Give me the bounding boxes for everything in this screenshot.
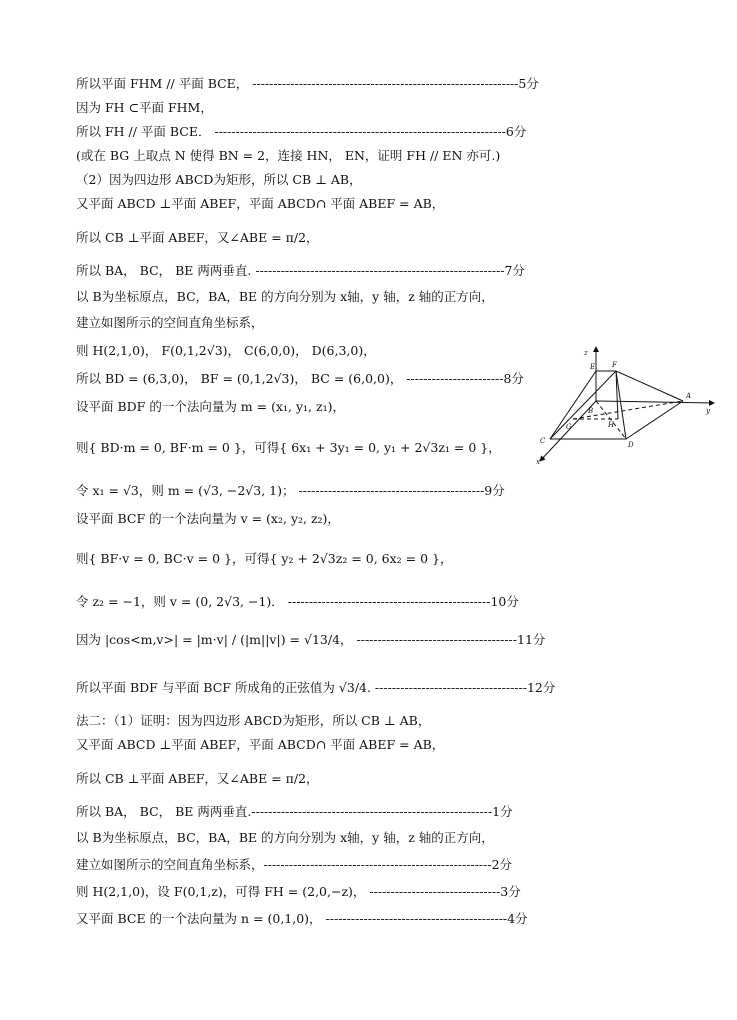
geometry-figure <box>528 343 718 465</box>
text-line: 建立如图所示的空间直角坐标系，------------------------------------------------------2分 <box>76 857 513 872</box>
figure-lines <box>540 347 714 461</box>
label-f: F <box>612 361 617 369</box>
text-line: 法二：（1）证明：因为四边形 ABCD为矩形，所以 CB ⊥ AB， <box>76 713 431 728</box>
label-c: C <box>540 437 546 445</box>
text-line: 又平面 BCE 的一个法向量为 n = (0,1,0)， -------------------------------------------4分 <box>76 911 528 926</box>
label-g: G <box>566 423 572 431</box>
text-line: 以 B为坐标原点，BC，BA，BE 的方向分别为 x轴，y 轴，z 轴的正方向， <box>76 289 494 304</box>
text-line: 则{ BD·m = 0, BF·m = 0 }，可得{ 6x₁ + 3y₁ = 0, y₁ + 2√3z₁ = 0 }， <box>76 440 501 455</box>
edge-fc <box>550 371 616 439</box>
text-line: (或在 BG 上取点 N 使得 BN = 2，连接 HN， EN，证明 FH // EN 亦可.) <box>76 148 501 163</box>
text-line: 则{ BF·v = 0, BC·v = 0 }，可得{ y₂ + 2√3z₂ = 0, 6x₂ = 0 }， <box>76 551 453 566</box>
text-line: 以 B为坐标原点，BC，BA，BE 的方向分别为 x轴，y 轴，z 轴的正方向， <box>76 830 494 845</box>
label-a: A <box>686 392 692 400</box>
text-line: 又平面 ABCD ⊥平面 ABEF，平面 ABCD∩ 平面 ABEF = AB， <box>76 196 445 211</box>
text-line: 所以 CB ⊥平面 ABEF，又∠ABE = π/2， <box>76 230 319 245</box>
text-line: 所以 BA， BC， BE 两两垂直. -----------------------------------------------------------7分 <box>76 263 525 278</box>
label-e: E <box>590 363 596 371</box>
text-line: 所以 BD = (6,3,0)， BF = (0,1,2√3)， BC = (6,0,0)， -----------------------8分 <box>76 371 524 386</box>
text-line: 设平面 BCF 的一个法向量为 v = (x₂, y₂, z₂)， <box>76 511 340 526</box>
text-line: 则 H(2,1,0)， F(0,1,2√3)， C(6,0,0)， D(6,3,0)， <box>76 343 376 358</box>
label-h: H <box>608 421 615 429</box>
edge-efa <box>596 371 683 401</box>
text-line: 建立如图所示的空间直角坐标系， <box>76 315 264 330</box>
text-line: 所以 BA， BC， BE 两两垂直.---------------------------------------------------------1分 <box>76 804 513 819</box>
y-axis <box>596 401 714 403</box>
edge-ec <box>550 371 596 439</box>
text-line: 所以平面 BDF 与平面 BCF 所成角的正弦值为 √3/4. ------------------------------------12分 <box>76 680 556 695</box>
text-line: 令 x₁ = √3，则 m = (√3, −2√3, 1)； --------------------------------------------9分 <box>76 483 505 498</box>
text-line: 所以 FH // 平面 BCE． ---------------------------------------------------------------------6分 <box>76 124 527 139</box>
text-line: 因为 |cos<m,v>| = |m·v| / (|m||v|) = √13/4， --------------------------------------11分 <box>76 632 546 647</box>
text-line: 因为 FH ⊂平面 FHM， <box>76 100 213 115</box>
text-line: 所以平面 FHM // 平面 BCE， ---------------------------------------------------------------5分 <box>76 76 539 91</box>
label-d: D <box>628 441 634 449</box>
text-line: （2）因为四边形 ABCD为矩形，所以 CB ⊥ AB， <box>76 172 362 187</box>
text-line: 则 H(2,1,0)，设 F(0,1,z)，可得 FH = (2,0,−z)， -------------------------------3分 <box>76 884 521 899</box>
text-line: 设平面 BDF 的一个法向量为 m = (x₁, y₁, z₁)， <box>76 399 345 414</box>
edge-cda <box>550 401 683 439</box>
text-line: 所以 CB ⊥平面 ABEF，又∠ABE = π/2， <box>76 771 319 786</box>
label-b: B <box>588 407 594 415</box>
text-line: 令 z₂ = −1，则 v = (0, 2√3, −1)． ------------------------------------------------10分 <box>76 594 519 609</box>
text-line: 又平面 ABCD ⊥平面 ABEF，平面 ABCD∩ 平面 ABEF = AB， <box>76 737 445 752</box>
label-z: z <box>584 349 588 357</box>
label-x: x <box>536 458 540 465</box>
label-y: y <box>706 407 710 415</box>
